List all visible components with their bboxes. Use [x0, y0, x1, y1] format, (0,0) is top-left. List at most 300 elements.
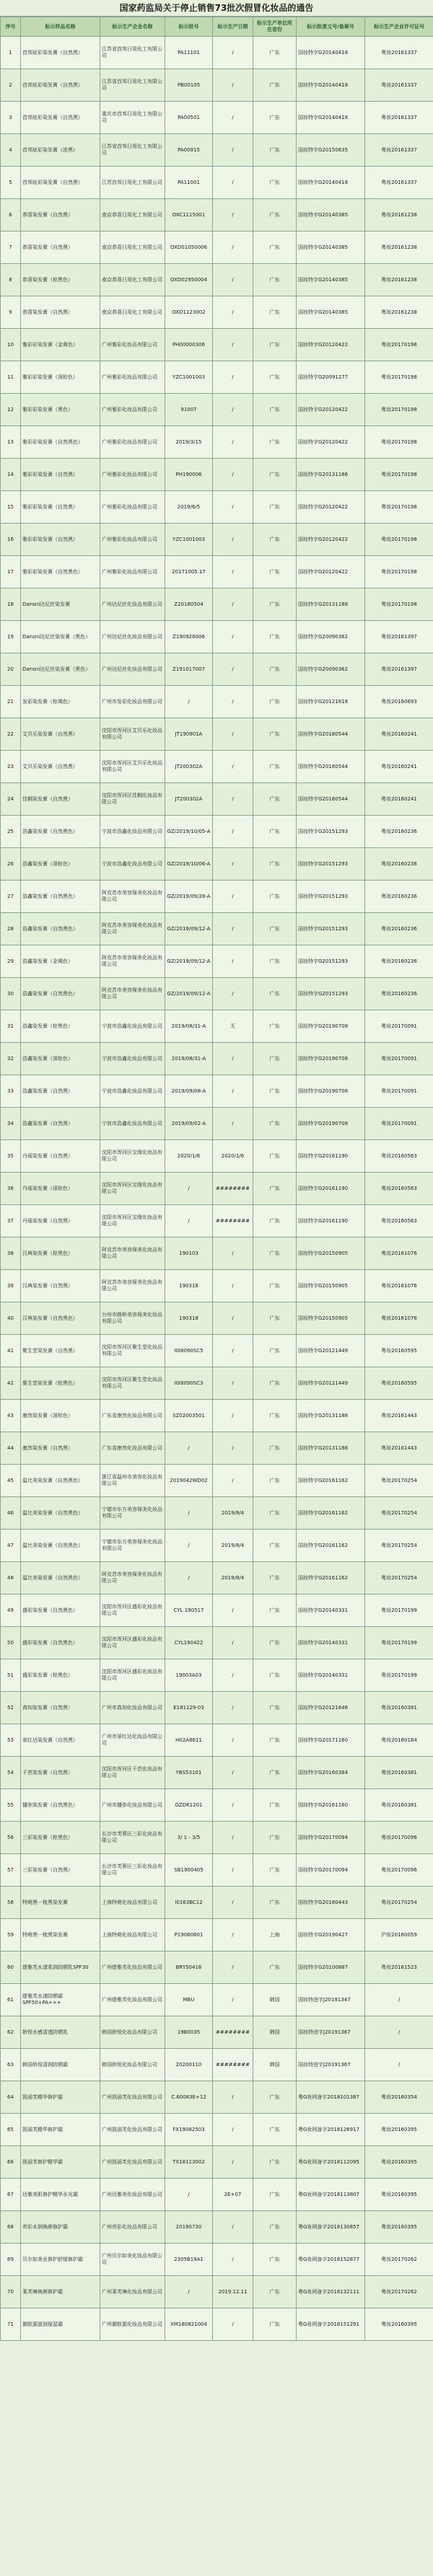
table-row [1, 1367, 433, 1400]
cell-region: 广东 [253, 329, 297, 361]
table-row [1, 491, 433, 524]
table-header-row [1, 17, 433, 37]
cell-region: 广东 [253, 1951, 297, 1984]
cell-batch: CYL190422 [165, 1627, 213, 1659]
cell-license: 国妆特字G20090362 [297, 653, 365, 686]
cell-reg: 粤妆20170254 [365, 1887, 433, 1919]
cell-reg: / [365, 1984, 433, 2016]
cell-region: 广东 [253, 1822, 297, 1854]
table-row [1, 588, 433, 621]
cell-license: 国妆特字G20150905 [297, 1238, 365, 1270]
table-row [1, 1173, 433, 1205]
cell-date: / [213, 231, 253, 264]
cell-index: 15 [1, 491, 21, 524]
cell-region: 广东 [253, 1205, 297, 1238]
cell-index: 38 [1, 1238, 21, 1270]
cell-name: 浩鑫染发膏（自然黑色） [21, 913, 100, 945]
cell-reg: 粤妆20160381 [365, 1789, 433, 1822]
cell-batch: 20171005.17 [165, 556, 213, 588]
cell-name: 聚生堂染发膏（棕黑色） [21, 1367, 100, 1400]
cell-date: / [213, 1270, 253, 1302]
cell-name: Dansni达尼丝染发膏（黑色） [21, 653, 100, 686]
cell-reg: 粤妆20170198 [365, 524, 433, 556]
cell-license: 国妆特字G20180443 [297, 1887, 365, 1919]
cell-license: 国妆特字G20151293 [297, 848, 365, 881]
cell-date: / [213, 1822, 253, 1854]
cell-region: 广东 [253, 1757, 297, 1789]
cell-batch: / [165, 686, 213, 718]
cell-reg: 粤妆20170198 [365, 556, 433, 588]
cell-batch: MBU [165, 1984, 213, 2016]
cell-name: 浩鑫染发膏（自然黑色） [21, 978, 100, 1010]
cell-name: 浩鑫染发膏（自然黑色） [21, 816, 100, 848]
cell-batch: TX18113002 [165, 2146, 213, 2179]
cell-date: / [213, 1659, 253, 1692]
cell-date: / [213, 1594, 253, 1627]
table-row [1, 231, 433, 264]
cell-name: 莱芙琳焕颜修护霜 [21, 2276, 100, 2308]
cell-batch: GZ/2019/10/05-A [165, 816, 213, 848]
cell-region: 广东 [253, 1497, 297, 1530]
table-row [1, 1205, 433, 1238]
cell-index: 20 [1, 653, 21, 686]
cell-company: 沈阳市浑河区盛彩化妆品有限公司 [100, 1627, 165, 1659]
cell-name: 盛彩染发膏（自然黑色） [21, 1627, 100, 1659]
cell-index: 22 [1, 718, 21, 751]
cell-reg: 粤妆20160236 [365, 978, 433, 1010]
cell-index: 59 [1, 1919, 21, 1951]
cell-index: 3 [1, 102, 21, 134]
cell-name: 雅彩彩染发膏（自然黑） [21, 459, 100, 491]
cell-license: 国妆特字G20190708 [297, 1108, 365, 1140]
cell-index: 6 [1, 199, 21, 231]
cell-license: 国妆特字G20180544 [297, 718, 365, 751]
cell-reg: 粤妆20160236 [365, 848, 433, 881]
cell-reg: 粤妆20170091 [365, 1075, 433, 1108]
cell-batch: 2305B19A1 [165, 2244, 213, 2276]
cell-region: 广东 [253, 134, 297, 167]
table-row [1, 848, 433, 881]
table-row [1, 686, 433, 718]
cell-region: 广东 [253, 1043, 297, 1075]
cell-name: 雅彩彩染发膏（自然黑色） [21, 426, 100, 459]
cell-license: 国妆特字G20190427 [297, 1919, 365, 1951]
cell-index: 56 [1, 1822, 21, 1854]
cell-license: 国妆特字G20140418 [297, 37, 365, 69]
cell-region: 广东 [253, 296, 297, 329]
header-batch: 标示批号 [165, 17, 213, 37]
cell-license: 国妆特字G20190708 [297, 1043, 365, 1075]
cell-name: 贝尔如美业修护舒缓修护霜 [21, 2244, 100, 2276]
table-row [1, 1043, 433, 1075]
cell-company: 广州雅彩化妆品有限公司 [100, 329, 165, 361]
cell-name: 艾贝乐染发膏（自然黑） [21, 751, 100, 783]
cell-company: 上海特萌化妆品有限公司 [100, 1919, 165, 1951]
cell-company: 宁波市浩鑫化妆品有限公司 [100, 1075, 165, 1108]
cell-index: 26 [1, 848, 21, 881]
cell-reg: 粤妆20161337 [365, 167, 433, 199]
cell-index: 24 [1, 783, 21, 816]
table-row [1, 945, 433, 978]
cell-license: 粤G妆网备字2018113807 [297, 2179, 365, 2211]
cell-index: 49 [1, 1594, 21, 1627]
cell-company: 宁波市浩鑫化妆品有限公司 [100, 1010, 165, 1043]
cell-license: 粤G妆网备字2018130857 [297, 2211, 365, 2244]
cell-index: 58 [1, 1887, 21, 1919]
cell-index: 65 [1, 2114, 21, 2146]
table-row [1, 2146, 433, 2179]
cell-company: 沈阳市浑河区聚生堂化妆品有限公司 [100, 1367, 165, 1400]
table-row [1, 816, 433, 848]
cell-date: / [213, 2146, 253, 2179]
header-region: 标示生产单位所在省份 [253, 17, 297, 37]
cell-batch: SZ02003501 [165, 1400, 213, 1432]
table-row [1, 1562, 433, 1594]
cell-name: 娇悦水感清透防晒乳 [21, 2016, 100, 2049]
cell-name: 特萌黑一梳黑染发膏 [21, 1919, 100, 1951]
cell-company: 沈阳市浑河区宝缘化妆品有限公司 [100, 1173, 165, 1205]
cell-date: / [213, 1854, 253, 1887]
cell-region: 广东 [253, 978, 297, 1010]
cell-region: 广东 [253, 1075, 297, 1108]
cell-date: 2019/8/4 [213, 1562, 253, 1594]
cell-name: 景红达染发膏（自然黑） [21, 1724, 100, 1757]
cell-date: 2020/1/6 [213, 1140, 253, 1173]
cell-license: 国妆特字G20091277 [297, 361, 365, 394]
cell-region: 广东 [253, 588, 297, 621]
cell-reg: 粤妆20160236 [365, 881, 433, 913]
cell-license: 国妆特字G20140385 [297, 231, 365, 264]
table-row [1, 37, 433, 69]
cell-company: 广州雅彩化妆品有限公司 [100, 426, 165, 459]
cell-name: 康然染发膏（深棕色） [21, 1400, 100, 1432]
cell-company: 广州莱芙琳化妆品有限公司 [100, 2276, 165, 2308]
cell-date: / [213, 978, 253, 1010]
table-row [1, 1497, 433, 1530]
cell-date: / [213, 1367, 253, 1400]
cell-company: 阿克苏市美容保美化妆品有限公司 [100, 881, 165, 913]
cell-company: 广州达雅美化妆品有限公司 [100, 2179, 165, 2211]
cell-date: / [213, 524, 253, 556]
cell-region: 广东 [253, 653, 297, 686]
cell-company: 广州雅彩化妆品有限公司 [100, 394, 165, 426]
cell-region: 广东 [253, 751, 297, 783]
cell-index: 53 [1, 1724, 21, 1757]
cell-name: 真知染发膏（自然黑） [21, 1692, 100, 1724]
table-row [1, 751, 433, 783]
cell-name: 首邦炫彩染发膏（自然黑） [21, 167, 100, 199]
cell-batch: 190318 [165, 1302, 213, 1335]
cell-name: 佳桐染发膏（自然黑） [21, 783, 100, 816]
cell-date: / [213, 2081, 253, 2114]
cell-license: 国妆特字G20131186 [297, 459, 365, 491]
cell-reg: 粤妆20161337 [365, 134, 433, 167]
cell-index: 62 [1, 2016, 21, 2049]
cell-company: 南京恭喜日用化工有限公司 [100, 199, 165, 231]
cell-name: 亮彩水润焕颜修护霜 [21, 2211, 100, 2244]
cell-company: 阿克苏市美容保美化妆品有限公司 [100, 1562, 165, 1594]
cell-company: 广州贝尔如美化妆品有限公司 [100, 2244, 165, 2276]
cell-batch: / [165, 2276, 213, 2308]
cell-date: / [213, 816, 253, 848]
cell-batch: Z20180504 [165, 588, 213, 621]
cell-reg: 粤妆20180184 [365, 1724, 433, 1757]
cell-batch: PA00915 [165, 134, 213, 167]
cell-batch: OXC1115001 [165, 199, 213, 231]
cell-name: 浩鑫染发膏（自然黑） [21, 1108, 100, 1140]
cell-company: 广东省康然化妆品有限公司 [100, 1432, 165, 1465]
cell-batch: OXD02950004 [165, 264, 213, 296]
cell-batch: / [165, 2179, 213, 2211]
cell-reg: 粤妆20160563 [365, 1205, 433, 1238]
cell-license: 国妆特字G20120422 [297, 524, 365, 556]
cell-index: 31 [1, 1010, 21, 1043]
cell-batch: GZ/2019/09/12-A [165, 978, 213, 1010]
cell-date: / [213, 588, 253, 621]
cell-name: 恭喜染发膏（自然黑） [21, 199, 100, 231]
cell-name: 汉典染发膏（棕黑色） [21, 1238, 100, 1270]
cell-license: 国妆特字G20150905 [297, 1302, 365, 1335]
cell-license: 国妆特字G20151293 [297, 816, 365, 848]
cell-license: 国妆特字G20121449 [297, 1367, 365, 1400]
cell-batch: 91007 [165, 394, 213, 426]
cell-name: 雅彩彩染发膏（黑色） [21, 394, 100, 426]
cell-region: 广东 [253, 394, 297, 426]
cell-date: / [213, 686, 253, 718]
cell-region: 广东 [253, 2244, 297, 2276]
cell-company: 宁波市浩鑫化妆品有限公司 [100, 1108, 165, 1140]
cell-region: 广东 [253, 37, 297, 69]
cell-region: 广东 [253, 848, 297, 881]
table-row [1, 102, 433, 134]
cell-name: 首邦炫彩染发膏（自然黑） [21, 102, 100, 134]
cell-name: 三彩染发膏（自然黑） [21, 1854, 100, 1887]
cell-license: 国妆特字G20161162 [297, 1562, 365, 1594]
cell-region: 广东 [253, 1238, 297, 1270]
table-row [1, 1010, 433, 1043]
table-row [1, 1302, 433, 1335]
cell-license: 粤G妆网备字2018151291 [297, 2308, 365, 2341]
cell-index: 47 [1, 1530, 21, 1562]
cell-company: 沈阳市浑河区佳桐化妆品有限公司 [100, 783, 165, 816]
table-row [1, 426, 433, 459]
cell-batch: 2019/09/02-A [165, 1108, 213, 1140]
cell-license: 粤G妆网备字2018152877 [297, 2244, 365, 2276]
cell-index: 43 [1, 1400, 21, 1432]
cell-index: 61 [1, 1984, 21, 2016]
cell-name: 丹瑶染发膏（深棕色） [21, 1173, 100, 1205]
cell-batch: GZ/2019/10/06-A [165, 848, 213, 881]
cell-date: / [213, 69, 253, 102]
cell-index: 69 [1, 2244, 21, 2276]
cell-reg: 粤妆20161443 [365, 1400, 433, 1432]
cell-license: 国妆特字G20161162 [297, 1497, 365, 1530]
cell-reg: 粤妆20160236 [365, 945, 433, 978]
cell-date: 无 [213, 1010, 253, 1043]
cell-company: 江苏省首邦日用化工有限公司 [100, 134, 165, 167]
cell-license: 国妆特字G20140385 [297, 199, 365, 231]
cell-date: / [213, 1335, 253, 1367]
cell-date: / [213, 556, 253, 588]
table-row [1, 1627, 433, 1659]
cell-index: 64 [1, 2081, 21, 2114]
cell-date: / [213, 1238, 253, 1270]
cell-batch: 20200110 [165, 2049, 213, 2081]
cell-batch: I0I8090SC5 [165, 1335, 213, 1367]
cell-region: 广东 [253, 1140, 297, 1173]
cell-date: / [213, 1465, 253, 1497]
cell-index: 70 [1, 2276, 21, 2308]
cell-region: 广东 [253, 199, 297, 231]
cell-name: 三彩染发膏（棕黑色） [21, 1822, 100, 1854]
cell-reg: 粤妆20170198 [365, 459, 433, 491]
cell-license: 国妆特字G20140385 [297, 264, 365, 296]
cell-company: 重庆市首邦日用化工有限公司 [100, 102, 165, 134]
cell-date: / [213, 1789, 253, 1822]
table-row [1, 134, 433, 167]
cell-index: 16 [1, 524, 21, 556]
cell-license: 国妆特字G20121449 [297, 1335, 365, 1367]
cell-batch: 2019/3/15 [165, 426, 213, 459]
cell-name: 艾贝乐染发膏（自然黑） [21, 718, 100, 751]
cell-batch: JT200302A [165, 751, 213, 783]
table-row [1, 361, 433, 394]
table-row [1, 2308, 433, 2341]
cell-name: 雅彩彩染发膏（自然黑） [21, 491, 100, 524]
cell-region: 广东 [253, 1010, 297, 1043]
cell-company: 南京恭喜日用化工有限公司 [100, 264, 165, 296]
cell-license: 国妆特字G20140418 [297, 69, 365, 102]
header-index: 序号 [1, 17, 21, 37]
table-row [1, 2016, 433, 2049]
cell-company: 台州市路桥美容保美化妆品有限公司 [100, 1302, 165, 1335]
cell-batch: C.60083E+12 [165, 2081, 213, 2114]
cell-reg: 粤妆20161443 [365, 1432, 433, 1465]
header-reg: 标示生产企业许可证号 [365, 17, 433, 37]
cell-name: 浩鑫染发膏（自然黑色） [21, 881, 100, 913]
cell-name: 缇雅芙水漾防晒霜 SPF50+PA+++ [21, 1984, 100, 2016]
table-row [1, 1400, 433, 1432]
cell-license: 国妆特字G20161160 [297, 1789, 365, 1822]
cell-company: 宁德市东方美容保美化妆品有限公司 [100, 1530, 165, 1562]
cell-license: 国妆特进字J20191367 [297, 2016, 365, 2049]
table-row [1, 1919, 433, 1951]
cell-name: 康然染发膏（自然黑） [21, 1432, 100, 1465]
table-row [1, 1530, 433, 1562]
cell-batch: 19003A03 [165, 1659, 213, 1692]
cell-company: 韩国娇悦化妆品有限公司 [100, 2049, 165, 2081]
cell-company: 江苏首邦日用化工有限公司 [100, 167, 165, 199]
cell-license: 国妆特字G20180544 [297, 751, 365, 783]
cell-license: 国妆特字G20131188 [297, 588, 365, 621]
cell-license: 国妆特字G20161162 [297, 1530, 365, 1562]
cell-batch: 190103 [165, 1238, 213, 1270]
cell-reg: 粤妆20170091 [365, 1043, 433, 1075]
table-row [1, 1984, 433, 2016]
cell-reg: 粤妆20170198 [365, 361, 433, 394]
cell-batch: BRY50416 [165, 1951, 213, 1984]
cell-region: 广东 [253, 231, 297, 264]
cell-batch: / [165, 1530, 213, 1562]
cell-date: / [213, 751, 253, 783]
cell-batch: XM180821004 [165, 2308, 213, 2341]
cell-index: 9 [1, 296, 21, 329]
cell-date: ######## [213, 1173, 253, 1205]
cell-company: 阿克苏市美容保美化妆品有限公司 [100, 978, 165, 1010]
cell-reg: 粤妆20161076 [365, 1270, 433, 1302]
cell-date: 2019.12.11 [213, 2276, 253, 2308]
cell-company: 沈阳市浑河区艾贝乐化妆品有限公司 [100, 751, 165, 783]
cell-region: 广东 [253, 1854, 297, 1887]
cell-company: 江苏省首邦日用化工有限公司 [100, 69, 165, 102]
cell-company: 广东省康然化妆品有限公司 [100, 1400, 165, 1432]
table-row [1, 978, 433, 1010]
cell-index: 18 [1, 588, 21, 621]
cell-name: 首邦炫彩染发膏（自然黑） [21, 37, 100, 69]
cell-region: 广东 [253, 816, 297, 848]
cell-date: / [213, 881, 253, 913]
cell-license: 国妆特字G20170094 [297, 1822, 365, 1854]
cell-reg: 粤妆20170198 [365, 329, 433, 361]
cell-name: 雅彩彩染发膏（深棕色） [21, 361, 100, 394]
cell-name: 温比美染发膏（自然黑色） [21, 1465, 100, 1497]
cell-index: 7 [1, 231, 21, 264]
cell-reg: 粤妆20161523 [365, 1951, 433, 1984]
cell-license: 国妆特字G20120422 [297, 329, 365, 361]
header-name: 标示样品名称 [21, 17, 100, 37]
cell-region: 广东 [253, 69, 297, 102]
header-date: 标示生产日期 [213, 17, 253, 37]
cell-company: 韩国娇悦化妆品有限公司 [100, 2016, 165, 2049]
table-row [1, 1887, 433, 1919]
cell-index: 30 [1, 978, 21, 1010]
table-row [1, 459, 433, 491]
cell-index: 34 [1, 1108, 21, 1140]
cell-index: 4 [1, 134, 21, 167]
cell-name: Dansni达尼丝染发膏 [21, 588, 100, 621]
cell-company: 广州达尼丝化妆品有限公司 [100, 621, 165, 653]
cell-index: 42 [1, 1367, 21, 1400]
cell-name: 特萌黑一梳黑染发膏 [21, 1887, 100, 1919]
cell-name: 聚生堂染发膏（自然黑） [21, 1335, 100, 1367]
cell-index: 10 [1, 329, 21, 361]
cell-company: 广州凯丽芙化妆品有限公司 [100, 2114, 165, 2146]
cell-region: 上海 [253, 1919, 297, 1951]
cell-region: 广东 [253, 718, 297, 751]
cell-batch: YBS53101 [165, 1757, 213, 1789]
table-row [1, 199, 433, 231]
cell-batch: 3/ 1 - 3/5 [165, 1822, 213, 1854]
cell-region: 广东 [253, 1302, 297, 1335]
cell-reg: 粤妆20161238 [365, 264, 433, 296]
cell-license: 国妆特字G20161162 [297, 1465, 365, 1497]
cell-reg: 粤妆20160595 [365, 1335, 433, 1367]
cell-company: 广州亮彩化妆品有限公司 [100, 2211, 165, 2244]
cell-date: ######## [213, 1205, 253, 1238]
cell-region: 广东 [253, 491, 297, 524]
cell-reg: 粤妆20161238 [365, 231, 433, 264]
cell-region: 广东 [253, 1627, 297, 1659]
cell-license: 国妆特字G20131188 [297, 1432, 365, 1465]
cell-reg: 粤妆20161238 [365, 296, 433, 329]
cell-batch: / [165, 1173, 213, 1205]
cell-index: 39 [1, 1270, 21, 1302]
table-row [1, 1724, 433, 1757]
cell-name: 雅彩彩染发膏（金黄色） [21, 329, 100, 361]
header-company: 标示生产企业名称 [100, 17, 165, 37]
table-row [1, 2211, 433, 2244]
cell-batch: YZC1001003 [165, 361, 213, 394]
